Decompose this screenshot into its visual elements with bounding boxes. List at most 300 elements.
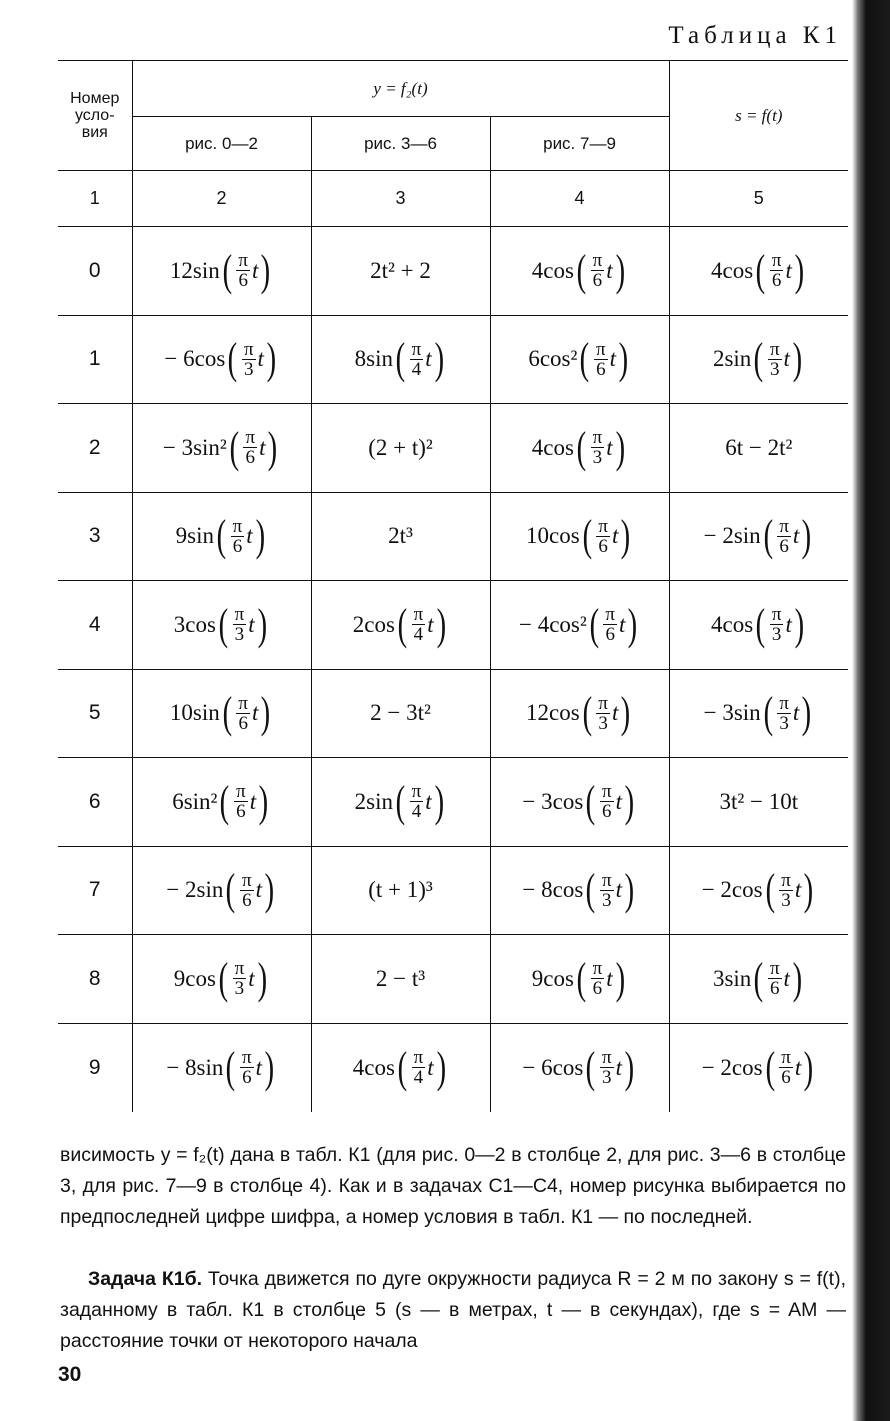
fraction-numerator: π [242, 1047, 252, 1068]
fraction [410, 340, 424, 379]
formula-text: 2t² + 2 [370, 257, 431, 283]
page-number: 30 [58, 1363, 82, 1386]
left-paren: ( [227, 334, 238, 384]
fraction-numerator: π [598, 515, 608, 537]
fraction [591, 251, 605, 290]
variable-t: t [252, 257, 259, 283]
fraction-denominator: 6 [771, 270, 782, 292]
table-row [58, 404, 848, 493]
fraction-numerator: π [771, 250, 782, 272]
formula-cell [132, 846, 311, 935]
formula-cell [669, 492, 848, 581]
scan-dark-edge [852, 0, 890, 1421]
variable-t: t [255, 877, 263, 903]
fraction [600, 1048, 614, 1087]
formula [701, 1042, 816, 1092]
formula-cell [490, 581, 669, 670]
right-paren: ) [434, 776, 444, 826]
formula-prefix: 10sin [169, 700, 220, 726]
variable-t: t [609, 346, 617, 372]
formula-cell [132, 1023, 311, 1112]
right-paren: ) [627, 599, 638, 649]
formula [703, 688, 814, 738]
fraction-denominator: 6 [592, 270, 603, 292]
condition-number: 3 [58, 492, 132, 581]
fraction-numerator: π [769, 338, 780, 360]
right-paren: ) [615, 245, 625, 295]
header-condition-number: Номер усло- вия [58, 61, 132, 171]
fraction [600, 782, 614, 821]
right-paren: ) [803, 1042, 814, 1092]
formula-prefix: − 2cos [701, 877, 763, 903]
formula-prefix: − 2cos [701, 1054, 763, 1080]
fraction-denominator: 6 [236, 801, 246, 823]
left-paren: ( [589, 599, 599, 649]
fraction [242, 340, 256, 379]
right-paren: ) [803, 865, 814, 915]
formula [166, 1042, 276, 1092]
formula-cell [311, 404, 490, 493]
fraction [240, 871, 254, 910]
fraction [596, 517, 610, 556]
left-paren: ( [222, 245, 232, 295]
left-paren: ( [763, 511, 773, 561]
formula-cell [132, 315, 311, 404]
variable-t: t [606, 434, 613, 460]
formula-prefix: − 6cos [164, 346, 226, 372]
left-paren: ( [755, 245, 766, 295]
formula [388, 523, 413, 549]
formula-cell [132, 935, 311, 1024]
fraction-numerator: π [411, 338, 422, 360]
left-paren: ( [218, 953, 229, 1003]
formula-prefix: 9cos [173, 965, 216, 991]
variable-t: t [783, 346, 790, 372]
fraction [779, 871, 793, 910]
right-paren: ) [260, 688, 271, 738]
formula-prefix: 4cos [352, 1054, 395, 1080]
formula [526, 511, 633, 561]
formula [368, 435, 433, 461]
variable-t: t [794, 877, 802, 903]
formula-cell [132, 227, 311, 316]
fraction-denominator: 6 [598, 535, 608, 557]
left-paren: ( [579, 334, 590, 384]
fraction [768, 959, 782, 998]
variable-t: t [785, 611, 792, 637]
formula-prefix: 12cos [526, 700, 580, 726]
left-paren: ( [753, 334, 764, 384]
formula-cell [490, 669, 669, 758]
condition-number: 1 [58, 315, 132, 404]
variable-t: t [619, 611, 626, 637]
formula [173, 953, 269, 1003]
fraction-numerator: π [781, 1047, 791, 1068]
fraction [768, 340, 782, 379]
formula [725, 435, 792, 461]
variable-t: t [794, 1054, 802, 1080]
condition-number: 7 [58, 846, 132, 935]
header-fig-3-6: рис. 3—6 [311, 117, 490, 171]
fraction-denominator: 4 [413, 624, 424, 646]
fraction-denominator: 6 [238, 712, 248, 734]
formula [701, 865, 816, 915]
fraction [777, 694, 791, 733]
condition-number: 5 [58, 669, 132, 758]
paragraph-variant-selection: висимость y = f₂(t) дана в табл. К1 (для рис. 0—2 в столбце 2, для рис. 3—6 в столбце 3, для рис. 7—9 в столбце 4). Как и в задачах С1—С4, номер рисунка выбирается по предпоследней цифре шифра, а номер условия в табл. К1 — по последней. [60, 1144, 846, 1228]
right-paren: ) [792, 953, 803, 1003]
fraction-numerator: π [234, 958, 245, 980]
fraction [591, 428, 605, 467]
fraction-denominator: 3 [598, 712, 608, 734]
right-paren: ) [620, 688, 631, 738]
formula-cell [669, 581, 848, 670]
formula-cell [132, 492, 311, 581]
variable-t: t [425, 788, 432, 814]
fraction-numerator: π [592, 958, 603, 980]
formula-cell [669, 669, 848, 758]
left-paren: ( [395, 776, 406, 826]
left-paren: ( [397, 1042, 408, 1092]
formula-cell [669, 227, 848, 316]
variable-t: t [259, 434, 266, 460]
fraction-numerator: π [238, 692, 249, 714]
fraction-denominator: 3 [602, 1067, 612, 1088]
left-paren: ( [576, 953, 587, 1003]
formula [712, 953, 805, 1003]
formula-prefix: 2cos [352, 611, 395, 637]
left-paren: ( [397, 599, 408, 649]
formula-cell [311, 669, 490, 758]
formula-prefix: 4cos [711, 257, 754, 283]
fraction-denominator: 6 [245, 447, 256, 469]
fraction-denominator: 6 [781, 1067, 791, 1088]
fraction [779, 1048, 793, 1087]
right-paren: ) [794, 599, 804, 649]
left-paren: ( [582, 511, 592, 561]
variable-t: t [248, 965, 255, 991]
fraction [770, 251, 784, 290]
table-row [58, 492, 848, 581]
formula [711, 599, 806, 649]
formula-prefix: − 2sin [703, 523, 761, 549]
table-row [58, 758, 848, 847]
right-paren: ) [792, 334, 803, 384]
formula-text: 2t³ [388, 523, 413, 549]
formula-cell [311, 227, 490, 316]
right-paren: ) [434, 334, 444, 384]
variable-t: t [255, 1054, 263, 1080]
formula [352, 599, 448, 649]
right-paren: ) [436, 1042, 446, 1092]
variable-t: t [249, 788, 257, 814]
fraction-numerator: π [771, 604, 782, 626]
right-paren: ) [436, 599, 446, 649]
right-paren: ) [257, 953, 267, 1003]
fraction [777, 517, 791, 556]
left-paren: ( [225, 865, 236, 915]
formula-cell [311, 581, 490, 670]
fraction-denominator: 3 [592, 447, 603, 469]
left-paren: ( [755, 599, 766, 649]
formula-cell [132, 581, 311, 670]
fraction-numerator: π [598, 692, 608, 714]
formula-cell [311, 758, 490, 847]
fraction-numerator: π [592, 427, 603, 449]
formula-cell [311, 846, 490, 935]
formula [368, 877, 433, 903]
variable-t: t [427, 1054, 434, 1080]
right-paren: ) [264, 1042, 275, 1092]
fraction-numerator: π [234, 604, 245, 626]
formula-prefix: 10cos [526, 523, 580, 549]
table-row [58, 846, 848, 935]
fraction-denominator: 3 [244, 358, 254, 380]
right-paren: ) [266, 334, 277, 384]
formula-cell [490, 1023, 669, 1112]
fraction [603, 605, 617, 644]
fraction-numerator: π [781, 869, 791, 891]
formula [162, 422, 280, 472]
fraction [233, 605, 247, 644]
formula-text: 6t − 2t² [725, 434, 793, 460]
condition-number: 4 [58, 581, 132, 670]
formula-prefix: − 3sin² [162, 434, 227, 460]
fraction-denominator: 6 [592, 978, 603, 1000]
right-paren: ) [801, 688, 812, 738]
condition-number: 6 [58, 758, 132, 847]
formula [376, 966, 425, 992]
fraction-numerator: π [779, 515, 789, 537]
column-number: 3 [311, 171, 490, 227]
formula-cell [311, 492, 490, 581]
fraction [233, 959, 247, 998]
fraction-numerator: π [769, 958, 780, 980]
fraction-denominator: 6 [596, 358, 606, 380]
formula [711, 245, 806, 295]
column-number: 5 [669, 171, 848, 227]
formula [169, 245, 273, 295]
formula-cell [669, 315, 848, 404]
table-row [58, 581, 848, 670]
fraction-denominator: 4 [413, 1067, 424, 1088]
variable-t: t [257, 346, 264, 372]
fraction-numerator: π [592, 250, 603, 272]
fraction [236, 251, 250, 290]
right-paren: ) [268, 422, 278, 472]
left-paren: ( [220, 776, 230, 826]
header-fig-7-9: рис. 7—9 [490, 117, 669, 171]
variable-t: t [252, 700, 259, 726]
variable-t: t [246, 523, 253, 549]
variable-t: t [792, 700, 800, 726]
right-paren: ) [801, 511, 812, 561]
formula-prefix: 2sin [354, 788, 394, 814]
formula-prefix: − 4cos² [518, 611, 587, 637]
left-paren: ( [582, 688, 592, 738]
left-paren: ( [225, 1042, 236, 1092]
fraction-denominator: 3 [770, 358, 780, 380]
formula-cell [669, 758, 848, 847]
formula-prefix: 3cos [173, 611, 216, 637]
formula-prefix: 9cos [531, 965, 574, 991]
formula-prefix: − 8cos [522, 877, 584, 903]
fraction-numerator: π [596, 338, 606, 360]
fraction [591, 959, 605, 998]
left-paren: ( [218, 599, 229, 649]
fraction [240, 1048, 254, 1087]
paragraph-task-k1b [60, 1264, 846, 1357]
header-s-formula: s = f(t) [669, 61, 848, 171]
formula-cell [490, 846, 669, 935]
left-paren: ( [216, 511, 227, 561]
left-paren: ( [585, 1042, 596, 1092]
formula-cell [490, 404, 669, 493]
formula-cell [311, 315, 490, 404]
right-paren: ) [624, 865, 635, 915]
left-paren: ( [576, 422, 587, 472]
right-paren: ) [615, 953, 625, 1003]
formula [166, 865, 276, 915]
right-paren: ) [260, 245, 271, 295]
fraction [231, 517, 245, 556]
fraction-denominator: 6 [770, 978, 780, 1000]
fraction-numerator: π [601, 869, 612, 891]
formula-cell [132, 404, 311, 493]
header-y-formula: y = f₂(t) [132, 61, 669, 117]
formula-text: 3t² − 10t [719, 788, 799, 814]
fraction-denominator: 3 [781, 889, 791, 911]
fraction [243, 428, 257, 467]
formula [522, 1042, 636, 1092]
fraction-numerator: π [236, 781, 246, 803]
fraction-numerator: π [411, 781, 422, 803]
fraction [770, 605, 784, 644]
fraction-denominator: 3 [779, 712, 789, 734]
table-row [58, 669, 848, 758]
formula-prefix: − 3sin [703, 700, 761, 726]
variable-t: t [427, 611, 434, 637]
left-paren: ( [395, 334, 406, 384]
formula [354, 334, 447, 384]
right-paren: ) [618, 334, 629, 384]
formula-prefix: − 8sin [166, 1054, 224, 1080]
right-paren: ) [264, 865, 275, 915]
left-paren: ( [585, 776, 596, 826]
fraction-numerator: π [601, 1047, 612, 1068]
column-number: 2 [132, 171, 311, 227]
fraction-denominator: 4 [411, 801, 422, 823]
formula-prefix: 4cos [531, 434, 574, 460]
fraction [236, 694, 250, 733]
fraction-denominator: 3 [771, 624, 782, 646]
variable-t: t [615, 788, 622, 814]
right-paren: ) [615, 422, 625, 472]
variable-t: t [606, 965, 613, 991]
left-paren: ( [753, 953, 764, 1003]
fraction-denominator: 6 [605, 624, 615, 646]
fraction-denominator: 6 [242, 889, 252, 911]
left-paren: ( [765, 1042, 775, 1092]
variable-t: t [792, 523, 800, 549]
fraction-numerator: π [605, 604, 615, 626]
header-fig-0-2: рис. 0—2 [132, 117, 311, 171]
variable-t: t [611, 523, 619, 549]
fraction-numerator: π [242, 869, 252, 891]
left-paren: ( [229, 422, 239, 472]
formula-prefix: 4cos [711, 611, 754, 637]
formula [175, 511, 268, 561]
formula-cell [490, 315, 669, 404]
formula-text: 2 − t³ [375, 965, 426, 991]
formula-cell [311, 1023, 490, 1112]
right-paren: ) [255, 511, 265, 561]
formula [531, 422, 627, 472]
formula-text: 2 − 3t² [370, 700, 431, 726]
formula-cell [669, 846, 848, 935]
right-paren: ) [620, 511, 631, 561]
fraction [594, 340, 608, 379]
fraction-numerator: π [238, 250, 249, 272]
right-paren: ) [257, 599, 267, 649]
left-paren: ( [763, 688, 773, 738]
condition-number: 9 [58, 1023, 132, 1112]
formula-cell [132, 669, 311, 758]
formula-cell [490, 935, 669, 1024]
formula-cell [490, 492, 669, 581]
task-title: Задача К1б. [88, 1268, 203, 1290]
formula-prefix: 9sin [175, 523, 215, 549]
table-row [58, 1023, 848, 1112]
variable-t: t [785, 257, 792, 283]
fraction-numerator: π [245, 427, 256, 449]
formula [172, 776, 271, 826]
fraction-denominator: 3 [234, 624, 245, 646]
formula-prefix: 2sin [712, 346, 752, 372]
formula-prefix: 6cos² [528, 346, 578, 372]
table-row [58, 227, 848, 316]
variable-t: t [783, 965, 790, 991]
formula-cell [669, 1023, 848, 1112]
formula-prefix: − 6cos [522, 1054, 584, 1080]
formula [526, 688, 633, 738]
right-paren: ) [624, 776, 635, 826]
fraction-denominator: 6 [779, 535, 789, 557]
formula-cell [490, 758, 669, 847]
formula [518, 599, 640, 649]
formula [352, 1042, 448, 1092]
fraction [410, 782, 424, 821]
variable-t: t [611, 700, 619, 726]
formula-prefix: − 2sin [166, 877, 224, 903]
right-paren: ) [258, 776, 269, 826]
formula [370, 258, 431, 284]
fraction-denominator: 3 [234, 978, 245, 1000]
task-text: Точка движется по дуге окружности радиуса R = 2 м по закону s = f(t), заданному в табл. К1 в столбце 5 (s — в метрах, t — в секундах), где s = AM — расстояние точки от некоторого начала [60, 1268, 847, 1352]
fraction-denominator: 6 [242, 1067, 252, 1088]
formula [522, 865, 636, 915]
formula [719, 789, 798, 815]
formula [531, 245, 627, 295]
fraction-numerator: π [413, 604, 424, 626]
variable-t: t [425, 346, 432, 372]
fraction-denominator: 4 [411, 358, 422, 380]
fraction [412, 1048, 426, 1087]
fraction [234, 782, 248, 821]
formula [528, 334, 630, 384]
fraction-numerator: π [601, 781, 612, 803]
fraction-numerator: π [779, 692, 789, 714]
